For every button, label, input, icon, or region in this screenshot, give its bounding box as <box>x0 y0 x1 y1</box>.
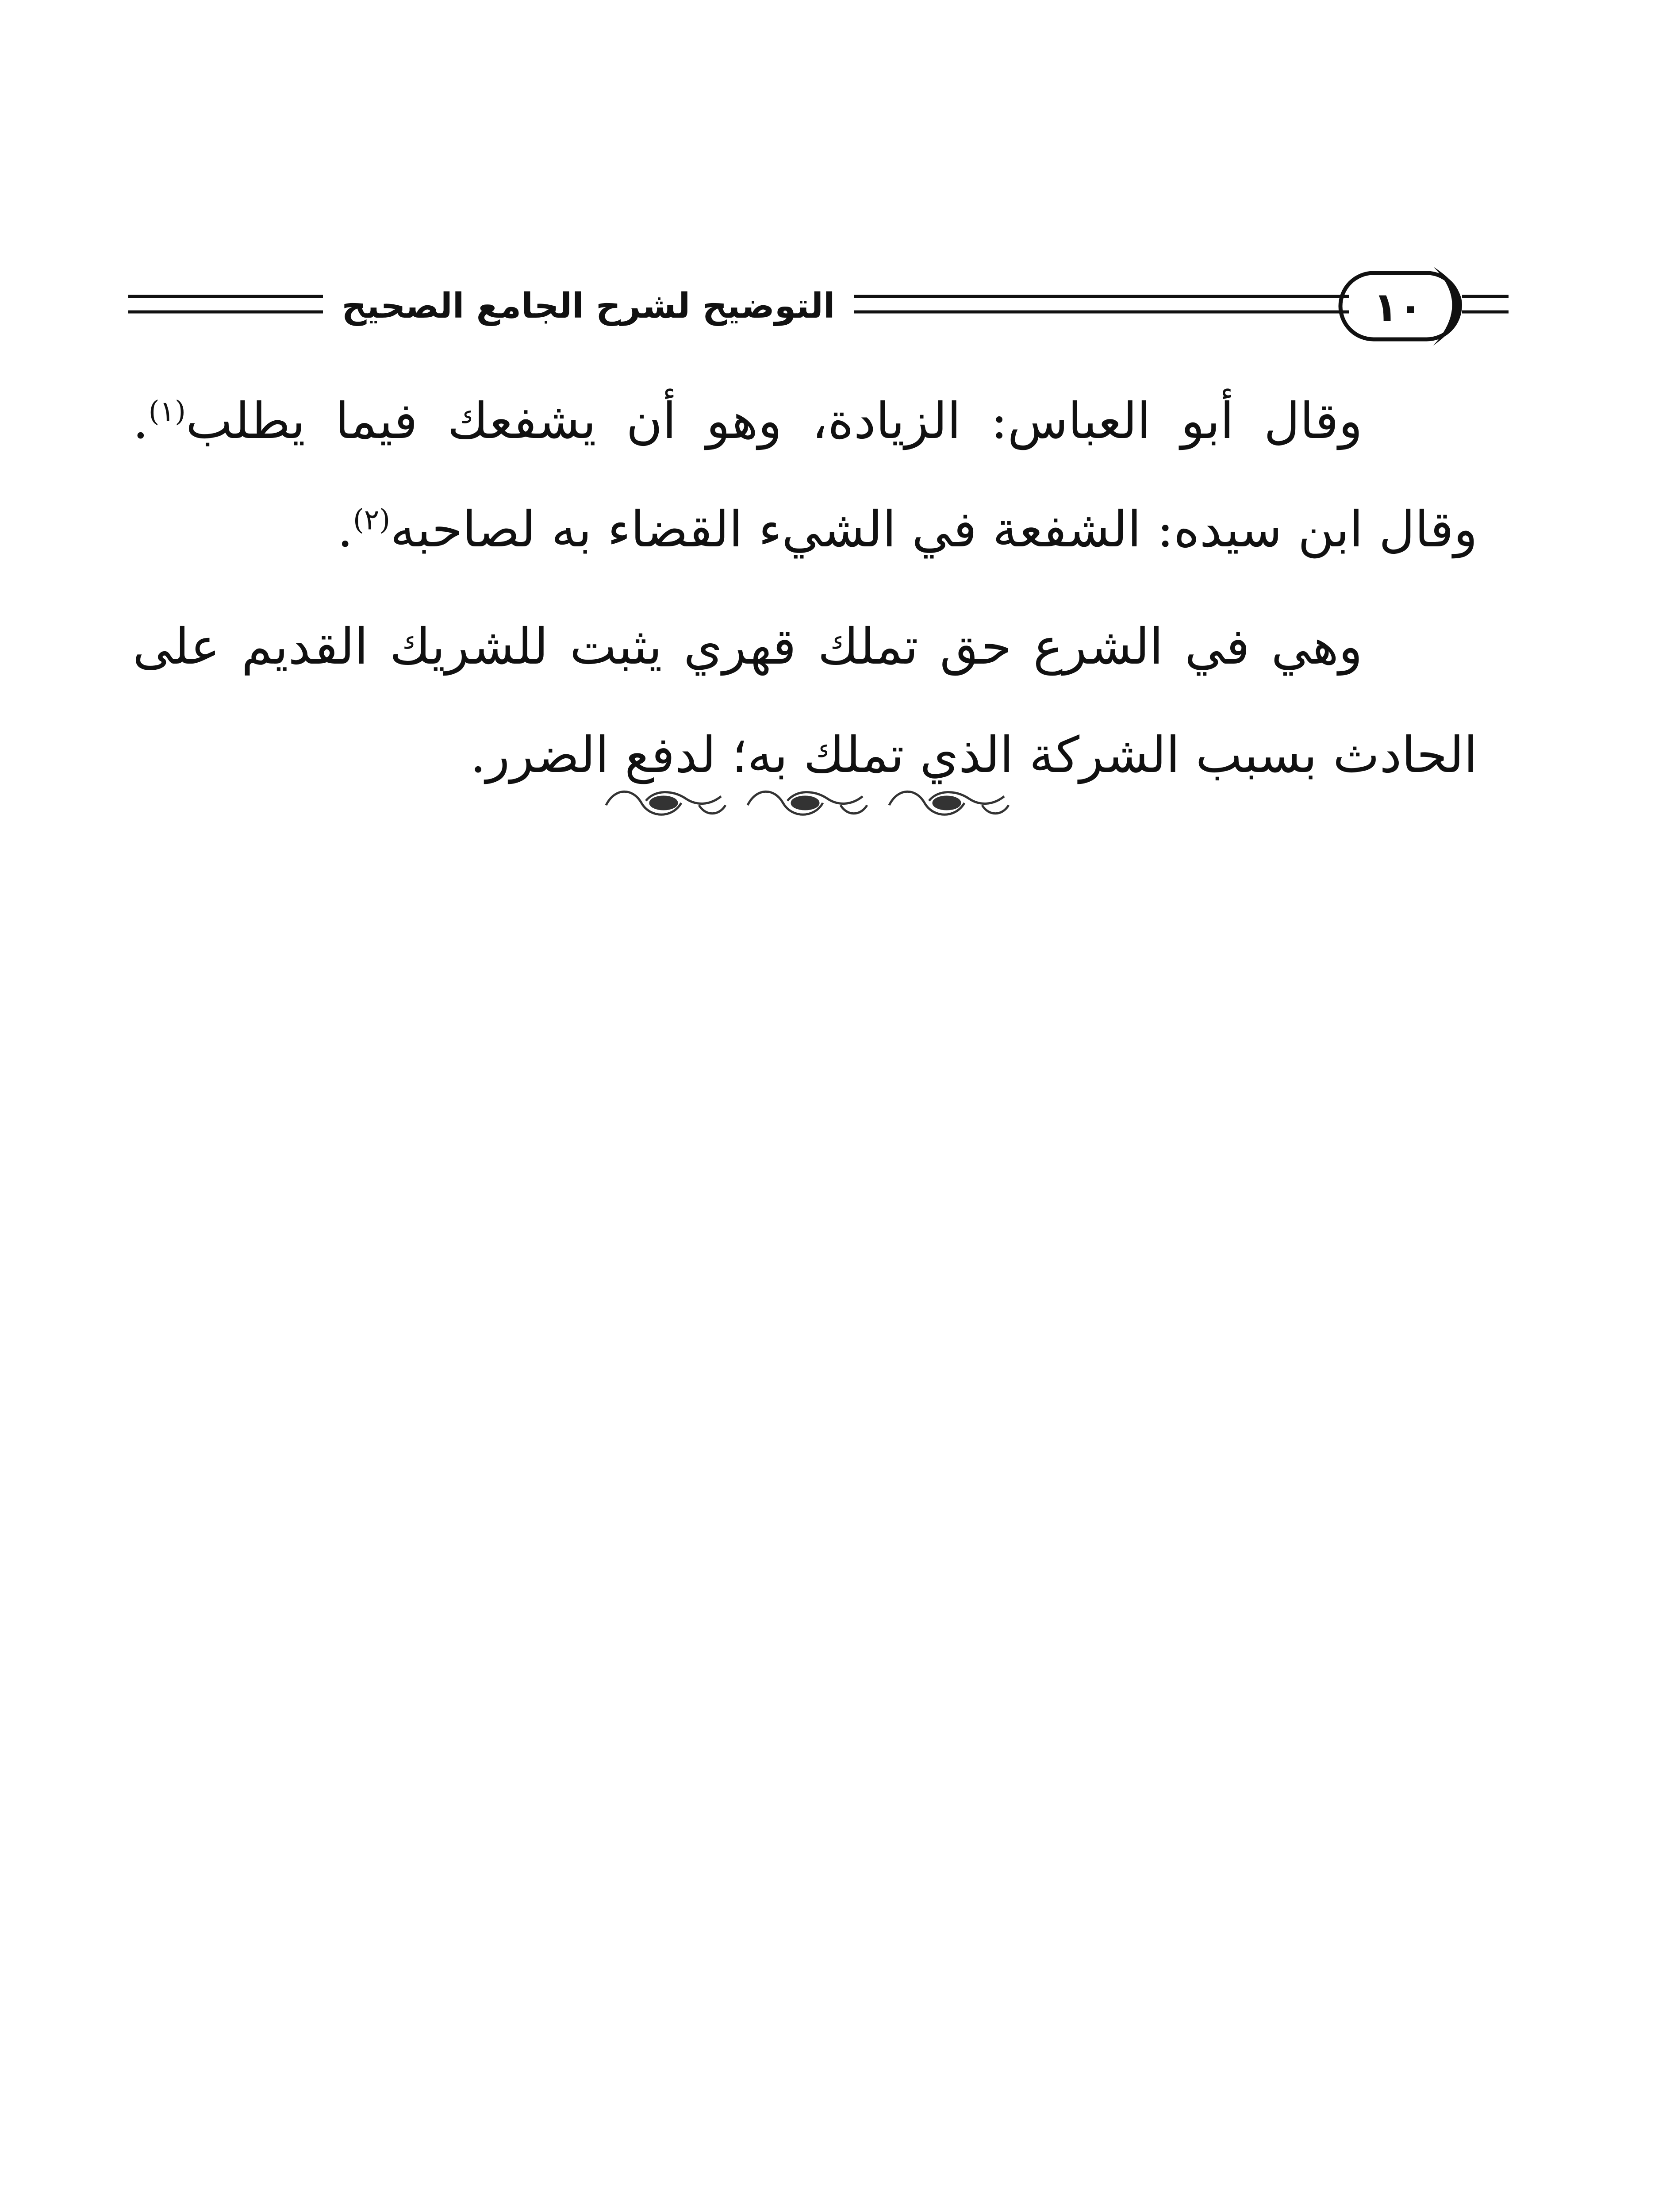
footnote-ref-1: (١) <box>148 395 186 428</box>
paragraph-1-text-a: وقال أبو العباس: الزيادة، وهو أن يشفعك فيما يطلب <box>185 392 1363 450</box>
body-text <box>133 367 1478 810</box>
section-end-ornament <box>597 779 1022 827</box>
paragraph-2-text: وهي في الشرع حق تملك قهري يثبت للشريك القديم على الحادث بسبب الشركة الذي تملك به؛ لدفع الضرر. <box>133 618 1478 784</box>
running-title: التوضيح لشرح الجامع الصحيح <box>332 277 845 335</box>
page-header <box>128 241 1509 374</box>
paragraph-1-text-b: . وقال ابن سيده: الشفعة في الشيء القضاء به لصاحبه <box>133 392 1478 558</box>
footnote-ref-2: (٢) <box>353 503 391 537</box>
paragraph-1 <box>133 367 1478 584</box>
page-number: ١٠ <box>1373 284 1423 331</box>
paragraph-1-text-c: . <box>337 501 353 558</box>
paragraph-2 <box>133 593 1478 810</box>
